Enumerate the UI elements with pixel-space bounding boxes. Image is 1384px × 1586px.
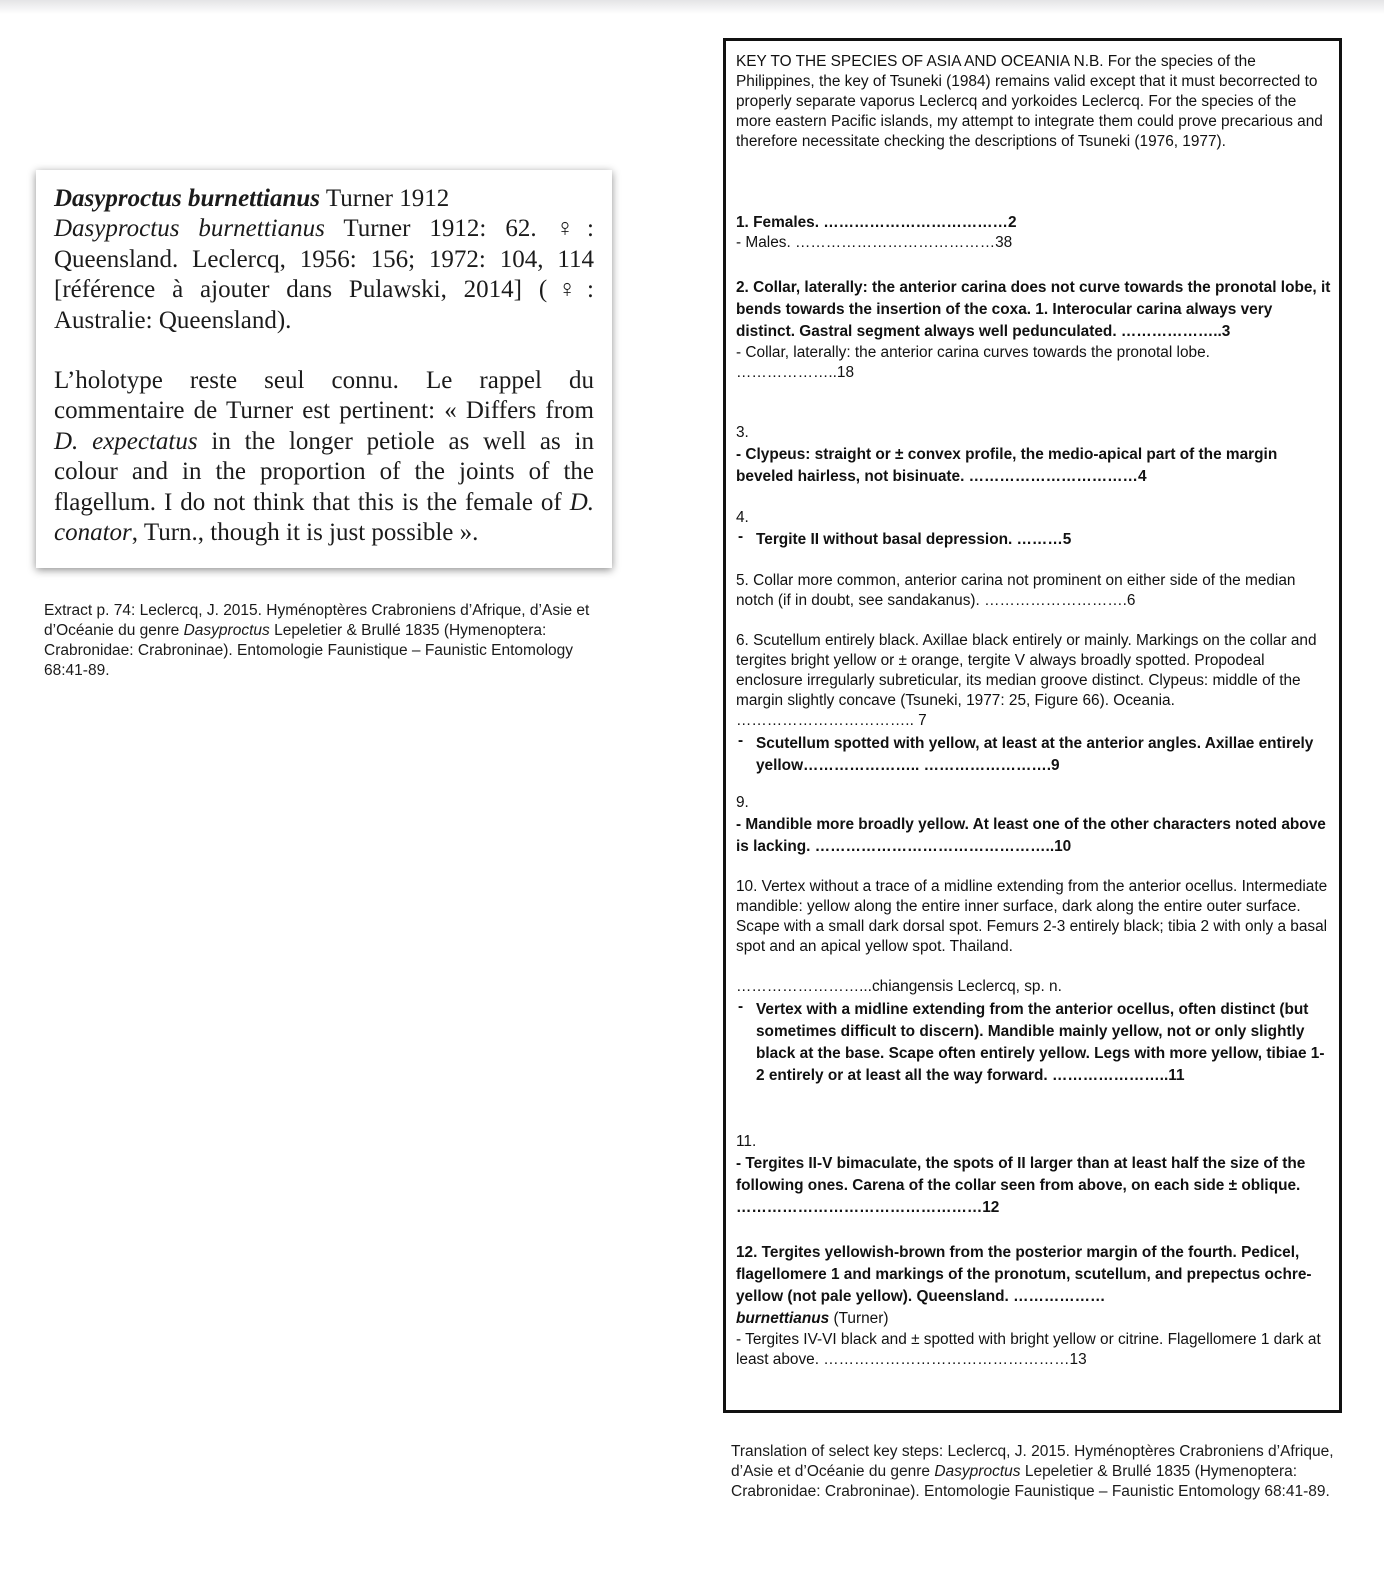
key-step-9: 9. - Mandible more broadly yellow. At least one of the other characters noted above is lacking. ………………………………………..10	[736, 794, 1326, 855]
key-step-12: 12. Tergites yellowish-brown from the posterior margin of the fourth. Pedicel, flagellomere 1 and markings of the pronotum, scutellum, and prepectus ochre-yellow (not pale yellow). Queensland. ……………… burnettianus (Turner) - Tergites IV-VI black and ± spotted with bright yellow or citrine. Flagellomere 1 dark at least above. …………………………………………13	[736, 1242, 1331, 1370]
synonymy-paragraph: Dasyproctus burnettianus Turner 1912: 62. ♀: Queensland. Leclercq, 1956: 156; 1972: 104, 114 [référence à ajouter dans Pulawski, 2014] (♀: Australie: Queensland).	[54, 215, 594, 334]
translation-caption: Translation of select key steps: Leclercq, J. 2015. Hyménoptères Crabroniens d’Afrique, d’Asie et d’Océanie du genre Dasyproctus Lepeletier & Brullé 1835 (Hymenoptera: Crabronidae: Crabroninae). Entomologie Faunistique – Faunistic Entomology 68:41-89.	[731, 1443, 1334, 1500]
key-step-1: 1. Females. ………………………………2 - Males. …………………………………38	[736, 214, 1017, 251]
species-key-box	[723, 38, 1342, 1413]
key-step-10: 10. Vertex without a trace of a midline extending from the anterior ocellus. Intermediate mandible: yellow along the entire inner surface, dark along the entire outer surface. Scape with a small dark dorsal spot. Femurs 2-3 entirely black; tibia 2 with only a basal spot and an apical yellow spot. Thailand. ……………………...chiangensis Leclercq, sp. n. - Vertex with a midline extending from the anterior ocellus, often distinct (but sometimes difficult to discern). Mandible mainly yellow, not or only slightly black at the base. Scape often entirely yellow. Legs with more yellow, tibiae 1-2 entirely or at least all the way forward. …………………..11	[736, 877, 1331, 1087]
key-step-4: 4. - Tergite II without basal depression. ………5	[736, 507, 1331, 551]
key-step-6: 6. Scutellum entirely black. Axillae black entirely or mainly. Markings on the collar and tergites bright yellow or ± orange, tergite V always broadly spotted. Propodeal enclosure irregularly subreticular, its median groove distinct. Clypeus: middle of the margin slightly concave (Tsuneki, 1977: 25, Figure 66). Oceania. …………………………….. 7 - Scutellum spotted with yellow, at least at the anterior angles. Axillae entirely yellow………………….. …………………….9	[736, 631, 1331, 777]
key-step-2: 2. Collar, laterally: the anterior carina does not curve towards the pronotal lobe, it bends towards the insertion of the coxa. 1. Interocular carina always very distinct. Gastral segment always well pedunculated. ………………..3 - Collar, laterally: the anterior carina curves towards the pronotal lobe. ………………..18	[736, 279, 1331, 381]
top-shadow-band	[0, 0, 1384, 14]
extract-card	[36, 170, 612, 568]
commentary-paragraph: L’holotype reste seul connu. Le rappel du commentaire de Turner est pertinent: « Differs from D. expectatus in the longer petiole as well as in colour and in the proportion of the joints of the flagellum. I do not think that this is the female of D. conator, Turn., though it is just possible ».	[54, 367, 594, 547]
key-step-3: 3. - Clypeus: straight or ± convex profile, the medio-apical part of the margin beveled hairless, not bisinuate. ……………………………4	[736, 424, 1278, 485]
species-heading: Dasyproctus burnettianus Turner 1912	[54, 185, 450, 212]
key-species-burnettianus: burnettianus (Turner)	[736, 1310, 889, 1327]
key-intro: KEY TO THE SPECIES OF ASIA AND OCEANIA N.B. For the species of the Philippines, the key of Tsuneki (1984) remains valid except that it must becorrected to properly separate vaporus Leclercq and yorkoides Leclercq. For the species of the more eastern Pacific islands, my attempt to integrate them could prove precarious and therefore necessitate checking the descriptions of Tsuneki (1976, 1977).	[736, 53, 1323, 150]
extract-caption: Extract p. 74: Leclercq, J. 2015. Hyménoptères Crabroniens d’Afrique, d’Asie et d’Océanie du genre Dasyproctus Lepeletier & Brullé 1835 (Hymenoptera: Crabronidae: Crabroninae). Entomologie Faunistique – Faunistic Entomology 68:41-89.	[44, 602, 590, 679]
key-step-11: 11. - Tergites II-V bimaculate, the spots of II larger than at least half the size of the following ones. Carena of the collar seen from above, on each side ± oblique. …………………………………………12	[736, 1133, 1306, 1216]
key-step-5: 5. Collar more common, anterior carina not prominent on either side of the median notch (if in doubt, see sandakanus). ……………………….6	[736, 572, 1296, 609]
